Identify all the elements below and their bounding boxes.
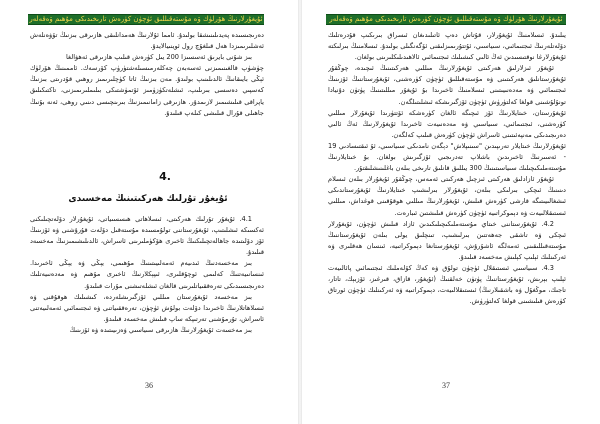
left-bottom-paragraph: بىز مەخسەد ئۇيغۇرستان مىللىي ئۆزگىرىشلەردە، كىشىلىك ھوقۇقنى ۋە ئىسلاھاتلارنىڭ ئاخىرىدا دۆلەت بولۇش ئۈچۈن، تەرەققىياتنى ۋە ئىجتىمائىي ئەمەلىيەتنى ئاسراش، تۇرمۇشنى تەرتىپكە ساپ قىلىش مەخسەد قىلىدۇ. — [30, 292, 264, 323]
left-top-paragraph: دەرىجىسىدە پەيدىلىنىشقا بولىدۇ. ئامما ئۇلارنىڭ ھەمدانلىقى ھازىرقى بىزنىڭ تۆۋەنلەش ئەشلىرىمىزدا ھەل قىلغۇچ رول ئوينىيالايدۇ. — [30, 31, 264, 51]
left-bottom-paragraph: بىز مەخسەدنىڭ ئىدىيەم ئەمەلىيىتىنىڭ مۇھىمى، يېڭى ۋە يېڭى ئاخىرىدا. ئىنسانىيەتنىڭ كەلىمى ئوچۇقلىرى، ئىپېكلارنىڭ ئاخىرى مۇھىم ۋە مەدەنىيەتلىك دەرىجىسىدىكى تەرەققىياتلىرىنى قالغان ئىشلەتىشنى مۇرات قىلىدۇ. — [30, 259, 264, 290]
left-page — [0, 0, 296, 424]
left-header-band — [28, 14, 264, 25]
right-paragraph: 4.3. سىياسىي ئىستىقلال ئۈچۈن تولۇق ۋە كەڭ كۆلەملىك ئىجتىمائىي پائالىيەت ئېلىپ بېرىش، ئۇيغۇرستاننىڭ پۈتۈن خەلقنىڭ (ئۇيغۇر، قازاق، قىرغىز، ئۆزبېك، تاتار، تاجىك، موڭغۇل ۋە باشقىلارنىڭ) ئىستىقلالىيەت، دېموكراتىيە ۋە ئەركىنلىك ئۈچۈن ئورتاق كۈرەش قىلىشىنى قولغا كەلتۈرۈش. — [328, 263, 566, 306]
right-page-number: 37 — [442, 381, 450, 390]
right-header-band-text: ئۇيغۇرلارنىڭ ھۆرلۈك ۋە مۇستەقىللىق ئۈچۈن كۈرەش تارىخىدىكى مۇھىم ۋەقەلەر — [329, 15, 563, 23]
right-header-band — [326, 14, 566, 25]
right-paragraph: يىلىدۇ. ئىسلامنىڭ ئۇيغۇرلار، قۇتاش دەپ ئاتىلىدىغان ئىسراق بىرىكىپ قۇدرەتلىك دۆلەتلەرنىڭ ئىجتىمائىي، سىياسىي، ئۇتتۇرىمىزلىقنى ئۆگەنگىلى بولىدۇ. ئىسلامنىڭ بىرلىكتە ئۇيغۇرلارغا نوقتىسىدىن ئەڭ ئالىي كىشىلىك ئىجتىمائىي ئالاھىدىلىكلىرىنى بولغان. — [328, 31, 566, 62]
right-page — [302, 0, 598, 424]
left-top-paragraph: چۈشۈپ قالغىنىمىزنى ئەسەبەن چەكلەرمىسىلەشتۈرۈپ كۆرسەك. ئاممىنىڭ ھۆرلۈك ئېڭى بايىقانىڭ ئالدىلىنىپ بولىدۇ. مەن بىزنىڭ ئاتا كۈچلىرىمىز روھىي قۇدرىتى بىزنىڭ كەسپىي دەسسى بىرىلىپ، ئىشلەتكۈزۈمىز ئۆتمۈشتىكى بىلىملىرىمىزنى، تاكتىكىلىق ياپراقى قىلىشىمىز لازىمدۇر. ھازىرقى زامانىمىزنىڭ بىرىنچىسى دىنىي روھى، ئەنە بۇنىڭ جاھىلى قۇرال قىلىشى كىلەپ قىلىدۇ. — [30, 64, 264, 117]
left-header-band-text: ئۇيغۇرلارنىڭ ھۆرلۈك ۋە مۇستەقىللىق ئۈچۈن كۈرەش تارىخىدىكى مۇھىم ۋەقەلەر — [29, 15, 263, 23]
left-top-paragraph: بىز شۇنى بايرىق ئەسسىزا 200 يىل كۈرەش قىلىپ ھازىرقى ئەھۋالغا — [66, 53, 252, 62]
right-paragraph: 4.2. ئۇيغۇرستاننى خىتاي مۇستەملىكىچىلىكىدىن ئازاد قىلىش ئۈچۈن، ئۇيغۇرلار ئىچكى ۋە تاشقى جەھەتتىن بىرلىشىپ، تىنچلىق يولى بىلەن ئۇيغۇرستاننىڭ مۇستەقىللىقىنى ئەمەلگە ئاشۇرۇش، ئۇيغۇرستانغا دېموكراتىيە، ئىنسان ھەقلىرى ۋە ئەركىنلىك ئېلىپ كېلىش مەخسەد قىلىدۇ. — [328, 219, 566, 261]
left-page-number: 36 — [145, 381, 153, 390]
right-paragraph: ئۇيغۇرلارنىڭ خىتايلار تەرىپىدىن "سىنىپلاش" دېگەن نامدىكى سىياسىي، ئۇ ئىقتىسادىي 19 - ئەسىرنىڭ ئاخىرىدىن باشلاپ تەدرىجىي ئۆزگىرىش بولغان. بۇ خىتايلارنىڭ مۇستەملىكىچىلىك سىياسىتىنىڭ 300 يىللىق قانلىق تارىخى بىلەن باغلىنىشلىقتۇر. — [328, 141, 566, 173]
left-bottom-paragraph: بىز مەخسەت ئۇيغۇرلارنىڭ ھازىرقى سىياسىي ۋەزىيىتىدە ۋە ئۆزىنىڭ — [69, 325, 252, 334]
chapter-number: 4. — [159, 170, 171, 183]
chapter-title: ئۇيغۇر تۇرلىك ھەركىتىنىڭ مەخسىدى — [68, 194, 228, 204]
right-paragraph: ئۇيغۇرستان، خىتايلارنىڭ ئۆز ئىچىگە ئالغان كۈرەشكە ئۆتتۈرىدا ئۇيغۇرلار مىللىي كۈرەشنى، ئىجتىمائىي، سىياسىي ۋە مەدەنىيەت ئاخىرىدا ئۇيغۇرلارنىڭ ئەڭ ئالىي دەرىجىدىكى مەنپەئىتىنى ئاسراش ئۈچۈن كۈرەش قىلىپ كەلگەن. — [328, 108, 566, 139]
left-top-text — [30, 30, 264, 142]
right-main-text — [328, 30, 566, 352]
left-bottom-text — [30, 214, 264, 364]
right-paragraph: ئۇيغۇر ئازادلىق ھەركىتى ئىزچىل ھەركىتى ئەمەس، چوڭقۇر ئۇيغۇرلار بىلەن ئىسلام دىنىنىڭ ئىچكى بىرلىكى بىلەن، ئۇيغۇرلار بىرلىشىپ خىتايلارنىڭ ئۇيغۇرستاندىكى ئىشغالىيىتىگە قارشى كۈرەش قىلىش، ئۇيغۇرلارنىڭ مىللىي ھوقۇقىنى قوغداش، مىللىي ئىستىقلالىيەت ۋە دېموكراتىيە ئۈچۈن كۈرەش قىلىشتىن ئىبارەت. — [328, 175, 566, 217]
left-bottom-paragraph: 4.1. ئۇيغۇر تۇرلىك ھەركىتى، ئىسلاھاتى ھىسسىياتى، ئۇيغۇرلار دۆلەتچىلىكنى ئەكسىكە ئىشلىتىپ، ئۇيغۇرستاننى تولۇمسىدە مۇستەقىل دۆلەت قۇرۇشنى ۋە ئۆزىنىڭ ئۆز دۆلىتىدە جاھالەتچىلىكنىڭ ئاخىرى ھۆكۈملىرىنى ئاسراش، ئالدىلىشىمىزنىڭ مەخسەد قىلىدۇ. — [30, 215, 264, 257]
right-paragraph: ئۇيغۇر ئىزلارلىق ھەركىتى ئۇيغۇرلارنىڭ مىللىي ھەركىتىنىڭ ئىچىدە، چوڭقۇر ئۇيغۇرستانلىق ھەركىتىنى ۋە مۇستەقىللىق ئۈچۈن كۈرەشنى، ئۇيغۇرستاننىڭ ئۆزىنىڭ ئىجتىمائىي ۋە مەدەنىيىتىنى ئىسلامنىڭ ئاخىرىدا بۇ ئۇيغۇر مىللىتىنىڭ پۈتۈن دۇنيادا تونۇلۇشىنى قولغا كەلتۈرۈش ئۈچۈن ئۆزگىرىشكە ئىشلىتىلگەن. — [328, 64, 566, 106]
